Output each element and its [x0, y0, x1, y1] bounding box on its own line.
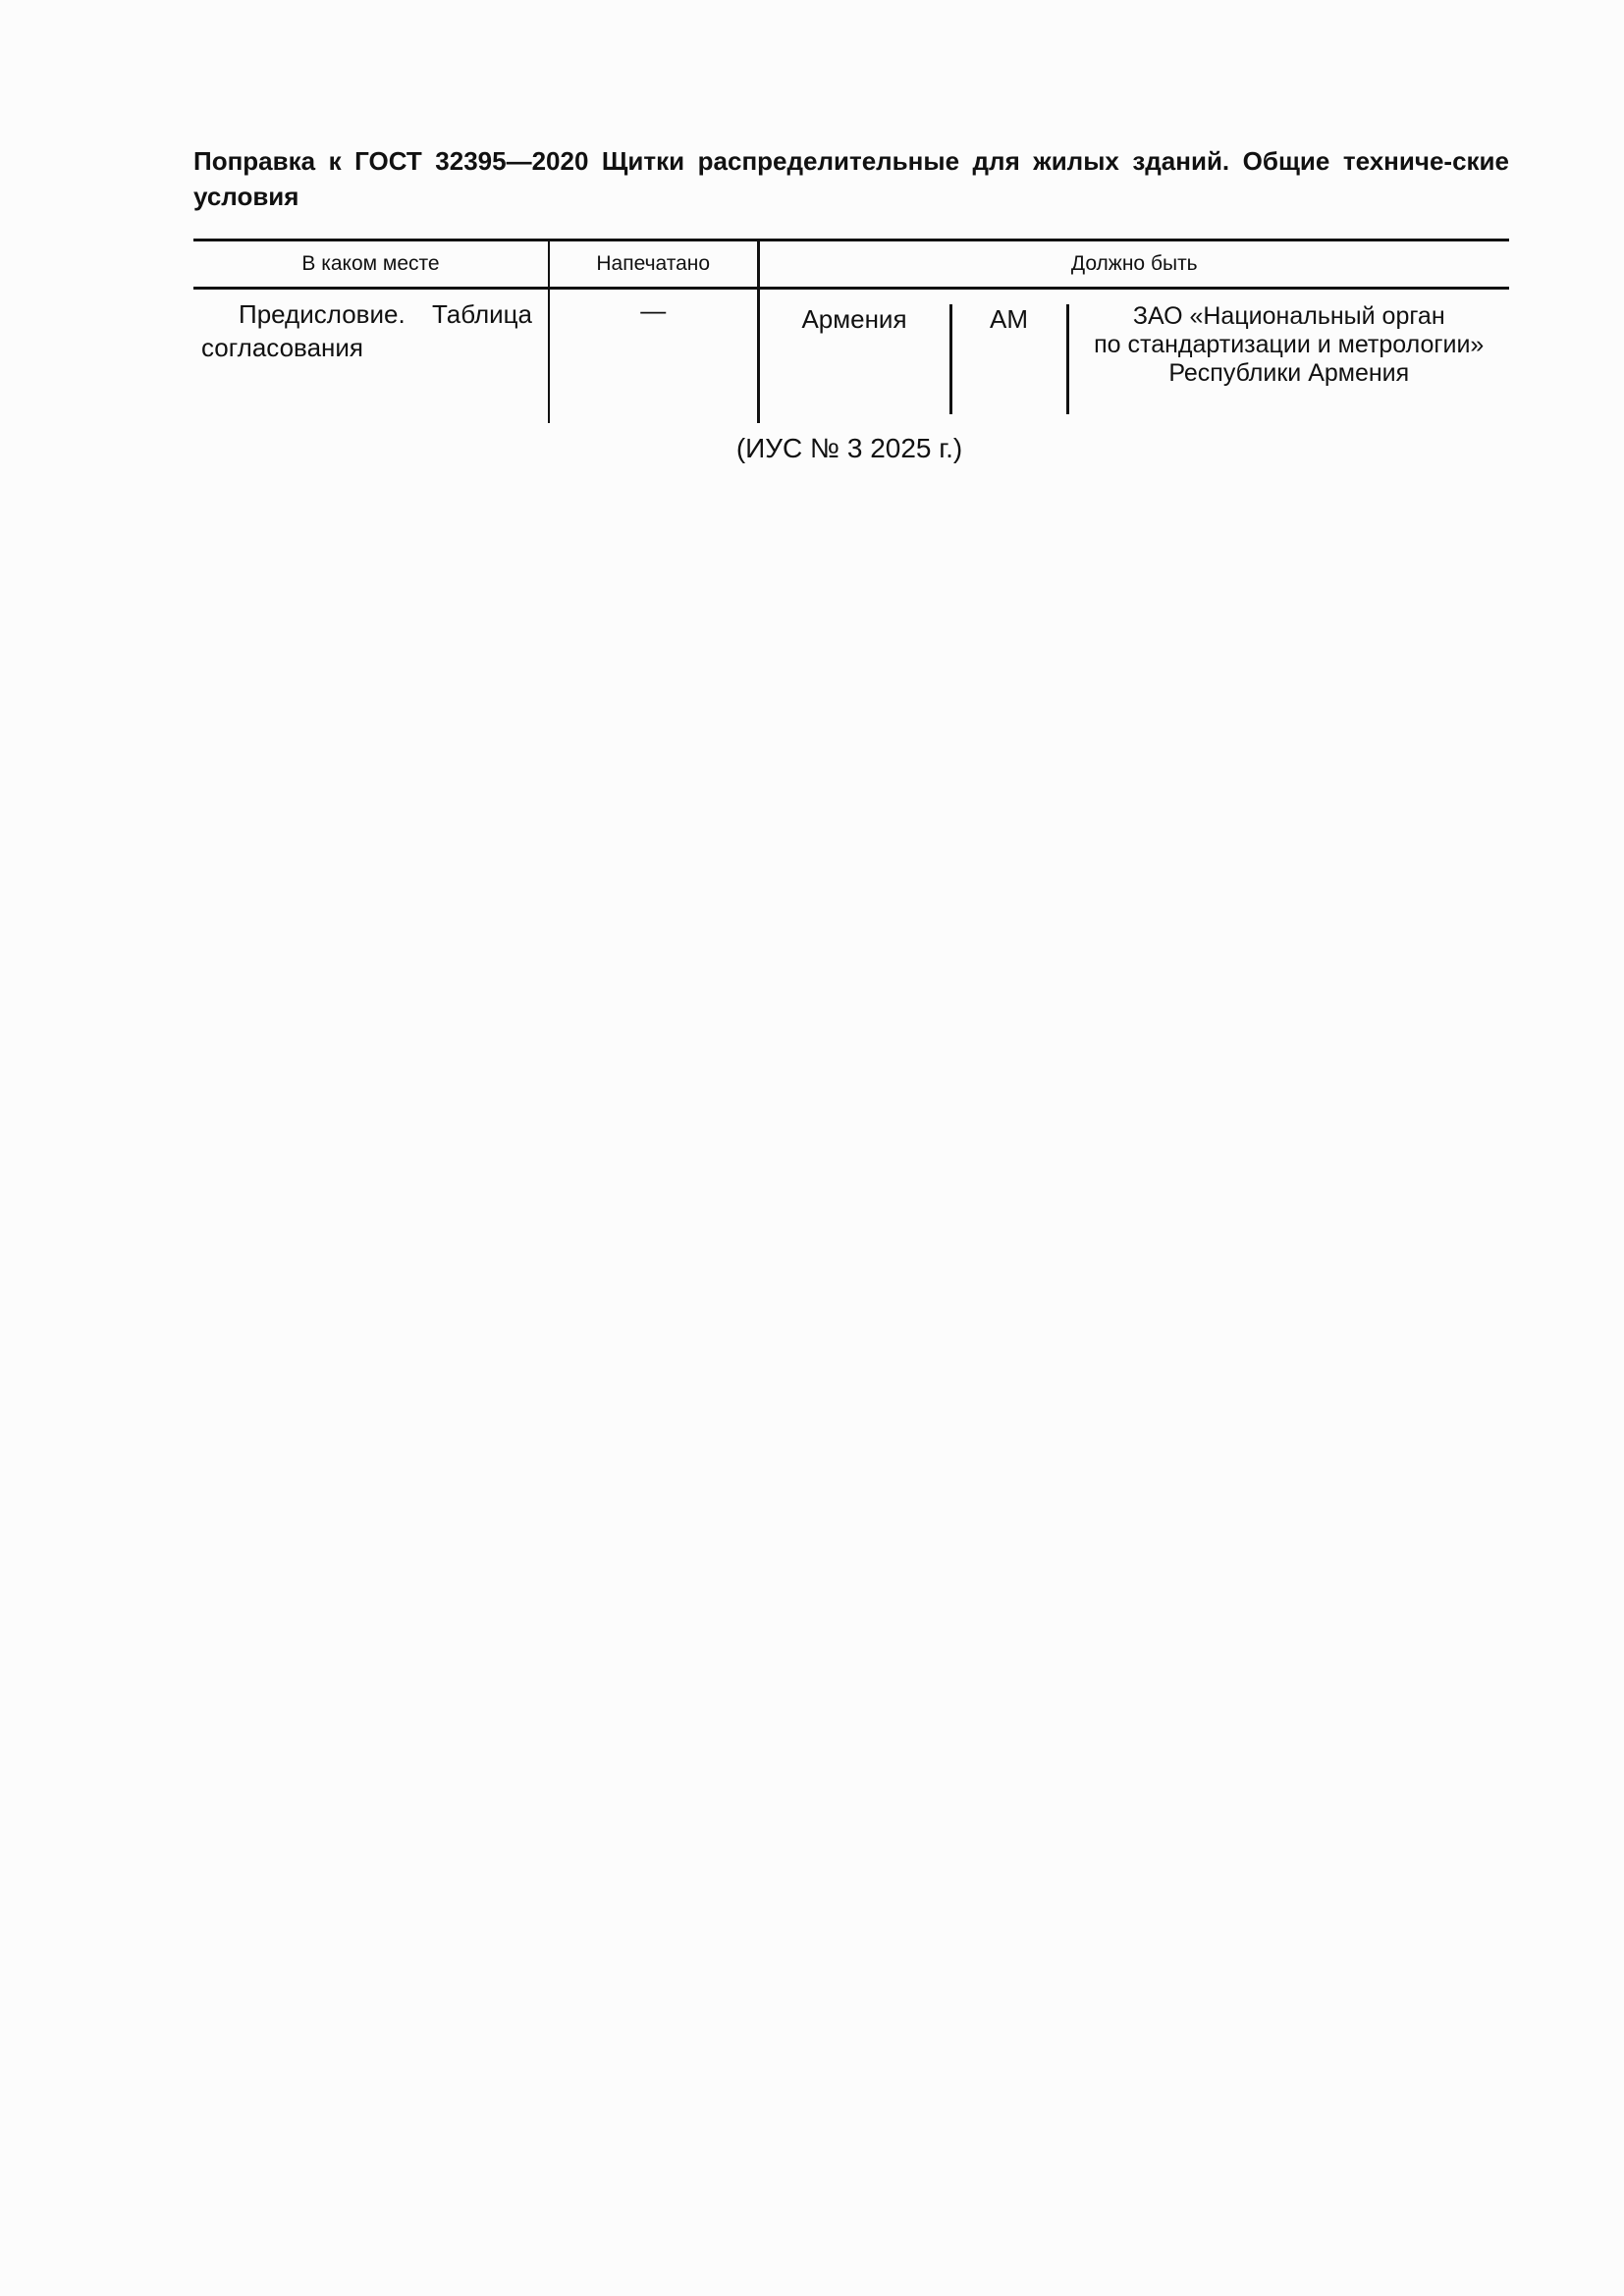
should-be-code: AM: [952, 304, 1069, 414]
amendment-table-container: [193, 239, 1509, 423]
should-be-group: [760, 304, 1510, 414]
cell-should-be: [758, 289, 1509, 424]
table-row: [193, 289, 1509, 424]
should-be-organization: [1069, 302, 1510, 414]
ius-reference: (ИУС № 3 2025 г.): [735, 433, 963, 463]
amendment-table: [193, 239, 1509, 423]
header-printed: Напечатано: [549, 240, 758, 289]
org-line: ЗАО «Национальный орган: [1132, 302, 1445, 330]
document-title: Поправка к ГОСТ 32395—2020 Щитки распределительные для жилых зданий. Общие техниче-ские условия: [193, 146, 1509, 211]
header-should-be: Должно быть: [758, 240, 1509, 289]
cell-place: Предисловие. Таблица согласования: [193, 289, 549, 424]
table-header-row: [193, 240, 1509, 289]
org-line: Республики Армения: [1168, 359, 1410, 387]
header-where: В каком месте: [193, 240, 549, 289]
should-be-country: Армения: [760, 304, 952, 414]
org-line: по стандартизации и метрологии»: [1094, 331, 1485, 358]
cell-printed: —: [549, 289, 758, 424]
